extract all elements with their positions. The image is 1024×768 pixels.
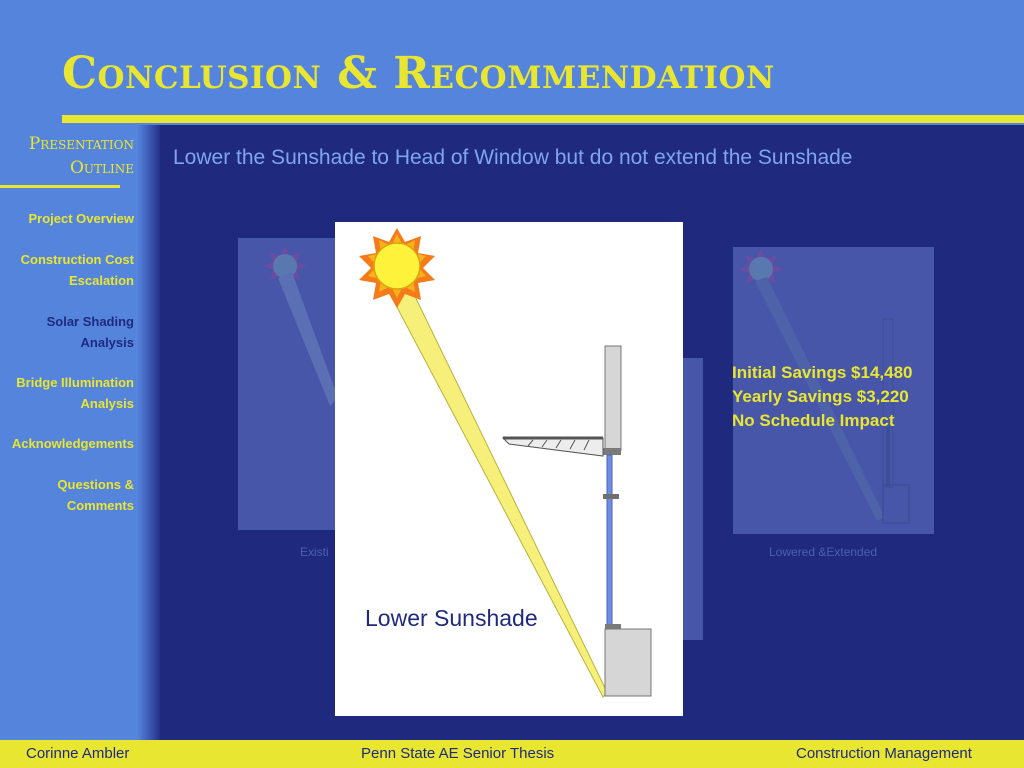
nav-label: Bridge Illumination (16, 375, 134, 390)
nav-label: Construction Cost (20, 252, 134, 267)
footer-author: Corinne Ambler (26, 745, 130, 762)
nav-label: Analysis (80, 335, 134, 350)
outline-heading-line1: Presentation (28, 134, 134, 154)
nav-item-solar-shading-analysis[interactable] (0, 311, 134, 353)
sunlight-beam (390, 280, 607, 697)
nav-label: Project Overview (28, 211, 134, 226)
ghost-sun-icon (238, 238, 338, 530)
nav-item-construction-cost-escalation[interactable] (0, 249, 134, 291)
nav-item-project-overview[interactable] (0, 208, 134, 229)
sun-icon (359, 228, 435, 308)
sunshade (503, 438, 603, 456)
nav-item-acknowledgements[interactable] (0, 433, 134, 454)
wall-upper (605, 346, 621, 450)
window-glass (607, 455, 612, 627)
nav-label: Escalation (68, 273, 134, 288)
nav-label: Questions & (57, 477, 134, 492)
ghost-diagram-existing (238, 238, 338, 530)
window-mullion (603, 494, 619, 499)
yearly-savings-text: Yearly Savings $3,220 (732, 387, 909, 406)
nav-label: Comments (66, 498, 134, 513)
nav-item-questions-comments[interactable] (0, 474, 134, 516)
diagram-caption: Lower Sunshade (365, 605, 538, 631)
nav-item-bridge-illumination-analysis[interactable] (0, 372, 134, 414)
sunshade-diagram-card (335, 222, 683, 716)
ghost-caption-lowered-extended: Lowered &Extended (769, 545, 878, 559)
wall-lower (605, 629, 651, 696)
footer-program: Penn State AE Senior Thesis (361, 745, 555, 762)
footer-bar (0, 740, 1024, 768)
title-divider (62, 115, 1024, 123)
schedule-impact-text: No Schedule Impact (732, 411, 895, 430)
ghost-diagram-middle (683, 358, 703, 640)
slide-subtitle: Lower the Sunshade to Head of Window but do not extend the Sunshade (173, 146, 853, 169)
initial-savings-text: Initial Savings $14,480 (732, 363, 913, 382)
ghost-caption-existing: Existi (300, 545, 329, 559)
outline-heading-line2: Outline (69, 158, 134, 178)
sunshade-diagram (335, 222, 683, 716)
slide-title: Conclusion & Recommendation (62, 48, 775, 99)
nav-label: Analysis (80, 396, 134, 411)
outline-heading (0, 132, 134, 180)
nav-label: Solar Shading (46, 314, 134, 329)
outline-divider (0, 185, 120, 188)
nav-label: Acknowledgements (11, 436, 134, 451)
footer-option: Construction Management (796, 745, 972, 762)
savings-summary (732, 361, 912, 433)
